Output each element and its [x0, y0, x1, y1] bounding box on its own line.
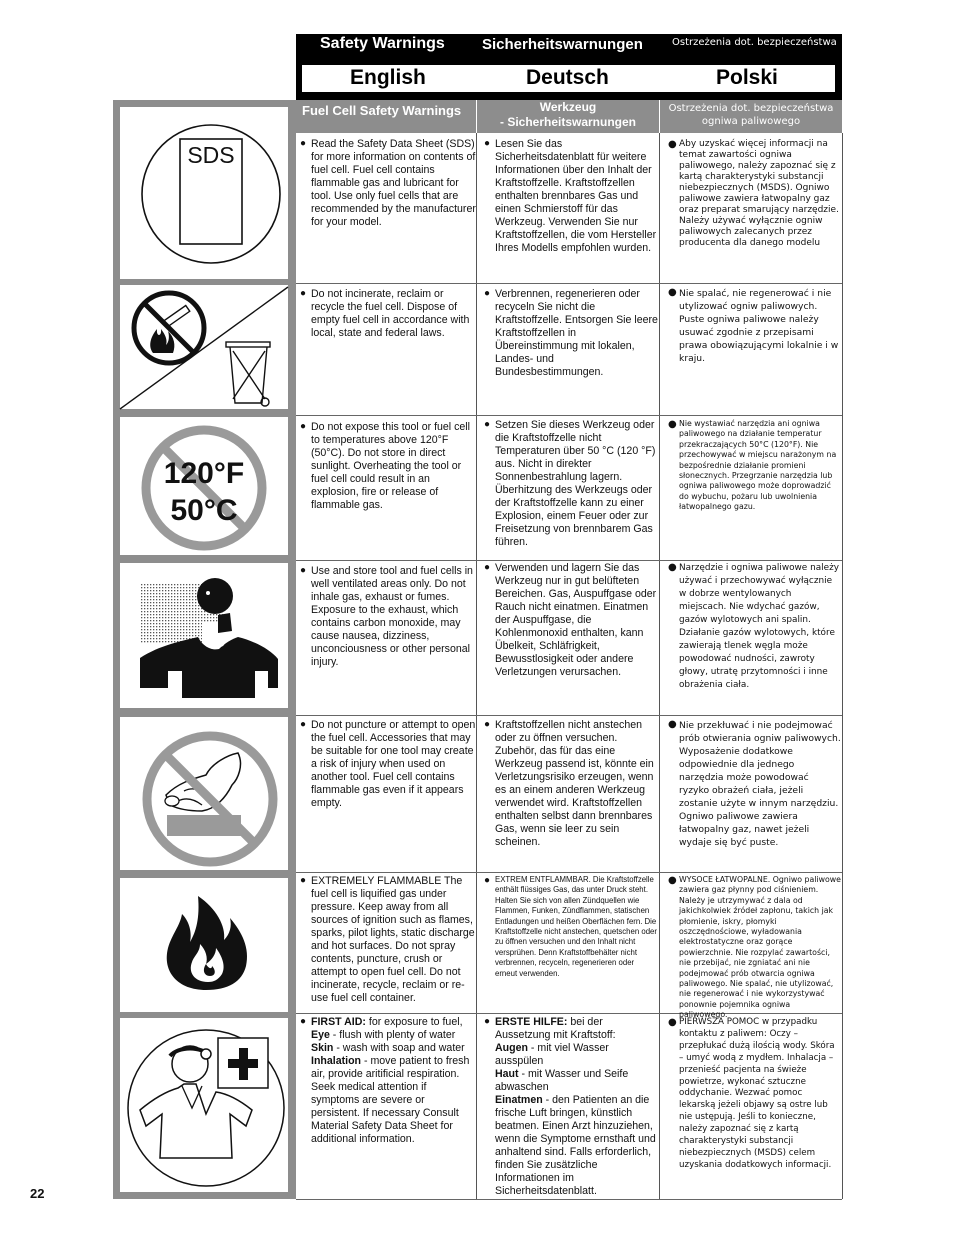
row-5-deutsch: ● Kraftstoffzellen nicht anstechen oder zu öffnen versuchen. Zubehör, das für das eine Werkzeug passend ist, könnte ein Verletzungsrisiko erzeugen, wenn es an einem anderen Werkzeug verwendet wird. Kraftstoffzellen enthalten selbst dann brennbares Gas, wenn sie leer zu sein scheinen.	[484, 719, 658, 869]
flame-icon	[120, 878, 288, 1012]
first-aid-inhalation-text: - den Patienten an die frische Luft bringen, künstlich beatmen. Einen Arzt hinzuziehen, wenn die Symptome ernsthaft und anhaltend sind. Falls erforderlich, finden Sie zusätzliche Informationen im Sicherheitsdatenblatt.	[495, 1094, 656, 1197]
language-bar	[302, 65, 835, 92]
row-divider	[296, 283, 842, 284]
first-aid-eye-text: - flush with plenty of water	[329, 1029, 456, 1041]
warning-text: Kraftstoffzellen nicht anstechen oder zu öffnen versuchen. Zubehör, das für das eine Werkzeug passend ist, könnte ein Verletzungsrisiko erzeugen, wenn es an einem anderen Werkzeug verwendet wird. Kraftstoffzellen enthalten selbst dann brennbares Gas, wenn sie leer zu sein scheinen.	[495, 719, 654, 848]
warning-text: Do not puncture or attempt to open the fuel cell. Accessories that may be suitable for one tool may create a risk of injury when used on another tool. Fuel cell contains flammable gas even if it appears empty.	[311, 719, 476, 809]
language-deutsch: Deutsch	[526, 66, 609, 89]
subheader-english	[296, 100, 476, 133]
first-aid-text	[311, 1016, 476, 1146]
first-aid-skin-text: - mit Wasser und Seife abwaschen	[495, 1068, 629, 1093]
row-2-polski: ● Nie spalać, nie regenerować i nie utylizować ogniw paliwowych. Puste ogniwa paliwowe należy usuwać zgodnie z przepisami prawa obowiązującymi lokalnie i w kraju.	[668, 287, 841, 411]
first-aid-skin-label: Haut	[495, 1068, 519, 1080]
first-aid-title: FIRST AID:	[311, 1016, 366, 1028]
row-2-english: ● Do not incinerate, reclaim or recycle the fuel cell. Dispose of empty fuel cell in accordance with local, state and federal laws.	[300, 288, 476, 412]
first-aid-skin-text: - wash with soap and water	[333, 1042, 465, 1054]
icon-panel-dispose	[120, 285, 288, 409]
row-3-polski: ● Nie wystawiać narzędzia ani ogniwa paliwowego na działanie temperatur przekraczających 50°C (120°F). Nie przechowywać w miejscu narażonym na bezpośrednie działanie promieni słonecznych. Przegrzanie narzędzia lub ogniwa paliwowego może doprowadzić do wybuchu, pożaru lub uwolnienia łatwopalnego gazu.	[668, 419, 841, 557]
warning-text: Setzen Sie dieses Werkzeug oder die Kraftstoffzelle nicht Temperaturen über 50 °C (120 °F) aus. Nicht in direkter Sonnenbestrahlung lagern. Überhitzung des Werkzeugs oder der Kraftstoffzelle kann zu einer Explosion, einem Feuer oder zur Freisetzung von brennbarem Gas führen.	[495, 419, 656, 548]
first-aid-inhalation-label: Inhalation	[311, 1055, 362, 1067]
row-6-polski: ● WYSOCE ŁATWOPALNE. Ogniwo paliwowe zawiera gaz płynny pod ciśnieniem. Należy je utrzymywać z dala od jakichkolwiek źródeł zapłonu, takich jak płomienie, iskry, płomyki oszczędnościowe, wyładowania elektrostatyczne oraz gorące powierzchnie. Nie rozpylać zawartości, nie przebijać, nie zgniatać ani nie podejmować prób otwarcia ogniwa paliwowego. Nie spalać, nie utylizować, nie regenerować i nie wykorzystywać ponownie pojemnika ogniwa paliwowego.	[668, 875, 841, 1020]
row-3-english: ● Do not expose this tool or fuel cell to temperatures above 120°F (50°C). Do not store in direct sunlight. Overheating the tool or fuel cell could result in an explosion, fire or release of flammable gas.	[300, 421, 476, 559]
row-2-deutsch: ● Verbrennen, regenerieren oder recyceln Sie nicht die Kraftstoffzelle. Entsorgen Sie leere Kraftstoffzellen in Übereinstimmung mit lokalen, Landes- und Bundesbestimmungen.	[484, 288, 658, 378]
first-aid-title: ERSTE HILFE:	[495, 1016, 568, 1028]
first-aid-text: PIERWSZA POMOC w przypadku kontaktu z paliwem: Oczy – przepłukać dużą ilością wody. Skóra – umyć wodą z mydłem. Inhalacja – przenieść pacjenta na świeże powietrze, wykonać sztuczne oddychanie. Wezwać pomoc lekarską jeżeli objawy są ostre lub nie ustępują. Jeśli to konieczne, należy zapoznać się z kartą charakterystyki substancji niebezpiecznych (MSDS) celem uzyskania dodatkowych informacji.	[679, 1017, 835, 1170]
row-4-deutsch: ● Verwenden und lagern Sie das Werkzeug nur in gut belüfteten Bereichen. Gas, Auspuffgase oder Rauch nicht einatmen. Einatmen der Auspuffgase, die Kohlenmonoxid enthalten, kann Übelkeit, Schläfrigkeit, Bewusstlosigkeit oder andere Verletzungen verursachen.	[484, 562, 657, 678]
column-divider	[476, 133, 477, 1199]
row-3-deutsch: ● Setzen Sie dieses Werkzeug oder die Kraftstoffzelle nicht Temperaturen über 50 °C (120 °F) aus. Nicht in direkter Sonnenbestrahlung lagern. Überhitzung des Werkzeugs oder der Kraftstoffzelle kann zu einer Explosion, einem Feuer oder zur Freisetzung von brennbarem Gas führen.	[484, 419, 658, 557]
no-incinerate-icon	[120, 285, 288, 409]
icon-panel-flammable	[120, 878, 288, 1012]
row-divider	[296, 1199, 842, 1200]
first-aid-text	[495, 1016, 658, 1198]
row-7-english: ● FIRST AID: for exposure to fuel, Eye - flush with plenty of water Skin - wash with soap and water Inhalation - move patient to fresh air, provide aritificial respiration. Seek medical attention if symptoms are severe or persistent. If necessary Consult Material Safety Data Sheet for additional information.	[300, 1016, 476, 1197]
sds-label: SDS	[187, 142, 235, 168]
subheader-polski-label: Ostrzeżenia dot. bezpieczeństwa ogniwa paliwowego	[668, 103, 834, 127]
warning-text: Nie przekłuwać i nie podejmować prób otwierania ogniw paliwowych. Wyposażenie dodatkowe odpowiednie dla jednego narzędzia może powodować ryzyko obrażeń ciała, jeżeli zostanie użyte w innym narzędziu. Ogniwo paliwowe zawiera łatwopalny gaz, nawet jeżeli wydaje się być puste.	[679, 720, 841, 848]
temp-fahrenheit: 120°F	[163, 457, 245, 490]
column-divider	[659, 133, 660, 1199]
row-6-english: ● EXTREMELY FLAMMABLE The fuel cell is liquified gas under pressure. Keep away from all sources of ignition such as flames, sparks, pilot lights, static discharge and hot surfaces. Do not spray contents, puncture, crush or attempt to open fuel cell. Do not incinerate, recycle, reclaim or re-use fuel cell container.	[300, 875, 475, 1004]
warning-text: Nie wystawiać narzędzia ani ogniwa paliwowego na działanie temperatur przekraczających 50°C (120°F). Nie przechowywać w miejscu narażonym na bezpośrednie działanie promieni słonecznych. Przegrzanie narzędzia lub ogniwa paliwowego może doprowadzić do wybuchu, pożaru lub uwolnienia łatwopalnego gazu.	[679, 419, 837, 512]
row-6-deutsch: ● EXTREM ENTFLAMMBAR. Die Kraftstoffzelle enthält flüssiges Gas, das unter Druck steht. Halten Sie sich von allen Zündquellen wie Flammen, Funken, Zündflammen, statischen Entladungen und heißen Oberflächen fern. Die Kraftstoffzelle nicht anstechen, quetschen oder zu öffnen versuchen und den Inhalt nicht versprühen. Denn Kraftstoffbehälter nicht verbrennen, recyceln, regenerieren oder erneut verwenden.	[484, 875, 657, 978]
warning-text: Lesen Sie das Sicherheitsdatenblatt für weitere Informationen über den Inhalt der Kraftstoffzelle. Kraftstoffzellen enthalten brennbares Gas und einen Schmierstoff für das Werkzeug. Verwenden Sie nur Kraftstoffzellen, die vom Hersteller Ihres Modells empfohlen wurden.	[495, 138, 657, 254]
icon-column	[113, 100, 296, 1199]
header-band	[296, 34, 842, 100]
warning-text: Nie spalać, nie regenerować i nie utylizować ogniw paliwowych. Puste ogniwa paliwowe należy usuwać zgodnie z przepisami prawa obowiązującymi lokalnie i w kraju.	[679, 288, 839, 364]
warning-text: Do not expose this tool or fuel cell to temperatures above 120°F (50°C). Do not store in direct sunlight. Overheating the tool or fuel cell could result in an explosion, fire or release of flammable gas.	[311, 421, 470, 511]
first-aid-inhalation-text: - move patient to fresh air, provide aritificial respiration. Seek medical attention if symptoms are severe or persistent. If necessary Consult Material Safety Data Sheet for additional information.	[311, 1055, 470, 1145]
temperature-limit-icon	[120, 417, 288, 555]
row-7-deutsch: ● ERSTE HILFE: bei der Aussetzung mit Kraftstoff: Augen - mit viel Wasser ausspülen Haut - mit Wasser und Seife abwaschen Einatmen - den Patienten an die frische Luft bringen, künstlich beatmen. Einen Arzt hinzuziehen, wenn die Symptome ernsthaft und anhaltend sind. Falls erforderlich, finden Sie zusätzliche Informationen im Sicherheitsdatenblatt.	[484, 1016, 658, 1197]
warning-text: WYSOCE ŁATWOPALNE. Ogniwo paliwowe zawiera gaz płynny pod ciśnieniem. Należy je utrzymywać z dala od jakichkolwiek źródeł zapłonu, takich jak płomienie, iskry, płomyki oszczędnościowe, wyładowania elektrostatyczne oraz gorące powierzchnie. Nie rozpylać zawartości, nie przebijać, nie zgniatać ani nie podejmować prób otwarcia ogniwa paliwowego. Nie spalać, nie utylizować, nie regenerować i nie wykorzystywać ponownie pojemnika ogniwa paliwowego.	[679, 875, 841, 1020]
row-4-polski: ● Narzędzie i ogniwa paliwowe należy używać i przechowywać wyłącznie w dobrze wentylowanych miejscach. Nie wdychać gazów, gazów wylotowych ani spalin. Działanie gazów wylotowych, które zawierają tlenek węgla może powodować nudności, zawroty głowy, utratę przytomności i inne obrażenia ciała.	[668, 562, 841, 710]
row-divider	[296, 715, 842, 716]
first-aid-skin-label: Skin	[311, 1042, 334, 1054]
row-1-polski: ● Aby uzyskać więcej informacji na temat zawartości ogniwa paliwowego, należy zapoznać się z kartą charakterystyki substancji niebezpiecznych (MSDS). Ogniwo paliwowe zawiera łatwopalny gaz oraz preparat smarujący narzędzie. Należy używać wyłącznie ogniw paliwowych zalecanych przez producenta dla danego modelu	[668, 139, 841, 282]
warning-text: Read the Safety Data Sheet (SDS) for more information on contents of fuel cell. Fuel cell contains flammable gas and lubricant for tool. Use only fuel cells that are recommended by the manufacturer for your model.	[311, 138, 476, 228]
row-divider	[296, 415, 842, 416]
icon-panel-temperature	[120, 417, 288, 555]
header-safety-warnings-de: Sicherheitswarnungen	[482, 36, 643, 53]
row-divider	[296, 872, 842, 873]
row-1-english: ● Read the Safety Data Sheet (SDS) for more information on contents of fuel cell. Fuel cell contains flammable gas and lubricant for tool. Use only fuel cells that are recommended by the manufacturer for your model.	[300, 138, 476, 228]
warning-text: Aby uzyskać więcej informacji na temat zawartości ogniwa paliwowego, należy zapoznać się z kartą charakterystyki substancji niebezpiecznych (MSDS). Ogniwo paliwowe zawiera łatwopalny gaz oraz preparat smarujący narzędzie. Należy używać wyłącznie ogniw paliwowych zalecanych przez producenta dla danego modelu	[679, 139, 839, 248]
header-safety-warnings-pl: Ostrzeżenia dot. bezpieczeństwa	[672, 37, 837, 48]
icon-panel-no-puncture	[120, 717, 288, 870]
ventilation-icon	[120, 563, 288, 708]
icon-panel-first-aid	[120, 1018, 288, 1192]
row-5-polski: ● Nie przekłuwać i nie podejmować prób otwierania ogniw paliwowych. Wyposażenie dodatkowe odpowiednie dla jednego narzędzia może powodować ryzyko obrażeń ciała, jeżeli zostanie użyte w innym narzędziu. Ogniwo paliwowe zawiera łatwopalny gaz, nawet jeżeli wydaje się być puste.	[668, 719, 841, 848]
subheader-deutsch-label: Werkzeug - Sicherheitswarnungen	[499, 100, 637, 129]
row-4-english: ● Use and store tool and fuel cells in well ventilated areas only. Do not inhale gas, exhaust or fumes. Exposure to the exhaust, which contains carbon monoxide, may cause nausea, dizziness, unconciousness or other personal injury.	[300, 565, 476, 713]
row-5-english: ● Do not puncture or attempt to open the fuel cell. Accessories that may be suitable for one tool may create a risk of injury when used on another tool. Fuel cell contains flammable gas even if it appears empty.	[300, 719, 476, 809]
language-english: English	[350, 66, 426, 89]
first-aid-icon	[120, 1018, 288, 1192]
subheader-english-label: Fuel Cell Safety Warnings	[302, 103, 462, 118]
first-aid-eye-label: Eye	[311, 1029, 330, 1041]
row-1-deutsch: ● Lesen Sie das Sicherheitsdatenblatt für weitere Informationen über den Inhalt der Kraftstoffzelle. Kraftstoffzellen enthalten brennbares Gas und einen Schmierstoff für das Werkzeug. Verwenden Sie nur Kraftstoffzellen, die vom Hersteller Ihres Modells empfohlen wurden.	[484, 138, 657, 254]
header-safety-warnings-en: Safety Warnings	[320, 35, 445, 52]
warning-text: Verwenden und lagern Sie das Werkzeug nur in gut belüfteten Bereichen. Gas, Auspuffgase oder Rauch nicht einatmen. Einatmen der Auspuffgase, die Kohlenmonoxid enthalten, kann Übelkeit, Schläfrigkeit, Bewusstlosigkeit oder andere Verletzungen verursachen.	[495, 562, 657, 678]
sds-document-icon	[120, 107, 288, 279]
first-aid-intro: for exposure to fuel,	[365, 1016, 463, 1028]
warning-text: Narzędzie i ogniwa paliwowe należy używać i przechowywać wyłącznie w dobrze wentylowanych miejscach. Nie wdychać gazów, gazów wylotowych ani spalin. Działanie gazów wylotowych, które zawierają tlenek węgla może powodować nudności, zawroty głowy, utratę przytomności i inne obrażenia ciała.	[679, 563, 839, 690]
column-divider	[842, 133, 843, 1199]
first-aid-eye-text: - mit viel Wasser ausspülen	[495, 1042, 609, 1067]
warning-text: Use and store tool and fuel cells in well ventilated areas only. Do not inhale gas, exhaust or fumes. Exposure to the exhaust, which contains carbon monoxide, may cause nausea, dizziness, unconciousness or other personal injury.	[311, 565, 473, 668]
page-number: 22	[30, 1186, 45, 1201]
warning-text: EXTREM ENTFLAMMBAR. Die Kraftstoffzelle enthält flüssiges Gas, das unter Druck steht. Halten Sie sich von allen Zündquellen wie Flammen, Funken, Zündflammen, statischen Entladungen und heißen Oberflächen fern. Die Kraftstoffzelle nicht anstechen, quetschen oder zu öffnen versuchen und den Inhalt nicht versprühen. Denn Kraftstoffbehälter nicht verbrennen, recyceln, regenerieren oder erneut verwenden.	[495, 875, 657, 978]
first-aid-inhalation-label: Einatmen	[495, 1094, 543, 1106]
first-aid-intro: bei der Aussetzung mit Kraftstoff:	[495, 1016, 616, 1041]
temp-celsius: 50°C	[170, 494, 238, 527]
no-puncture-icon	[120, 717, 288, 870]
subheader-deutsch	[477, 100, 659, 133]
icon-panel-sds	[120, 107, 288, 279]
warning-text: Verbrennen, regenerieren oder recyceln Sie nicht die Kraftstoffzelle. Entsorgen Sie leere Kraftstoffzellen in Übereinstimmung mit lokalen, Landes- und Bundesbestimmungen.	[495, 288, 658, 378]
first-aid-eye-label: Augen	[495, 1042, 528, 1054]
subheader-polski	[660, 100, 842, 133]
row-divider	[296, 560, 842, 561]
warning-text: Do not incinerate, reclaim or recycle the fuel cell. Dispose of empty fuel cell in accordance with local, state and federal laws.	[311, 288, 470, 339]
warning-text: EXTREMELY FLAMMABLE The fuel cell is liquified gas under pressure. Keep away from all sources of ignition such as flames, sparks, pilot lights, static discharge and hot surfaces. Do not spray contents, puncture, crush or attempt to open fuel cell. Do not incinerate, recycle, reclaim or re-use fuel cell container.	[311, 875, 475, 1004]
row-7-polski: ● PIERWSZA POMOC w przypadku kontaktu z paliwem: Oczy – przepłukać dużą ilością wody. Skóra – umyć wodą z mydłem. Inhalacja – przenieść pacjenta na świeże powietrze, wykonać sztuczne oddychanie. Wezwać pomoc lekarską jeżeli objawy są ostre lub nie ustępują. Jeśli to konieczne, należy zapoznać się z kartą charakterystyki substancji niebezpiecznych (MSDS) celem uzyskania dodatkowych informacji.	[668, 1017, 841, 1197]
icon-panel-ventilation	[120, 563, 288, 708]
language-polski: Polski	[716, 66, 778, 89]
